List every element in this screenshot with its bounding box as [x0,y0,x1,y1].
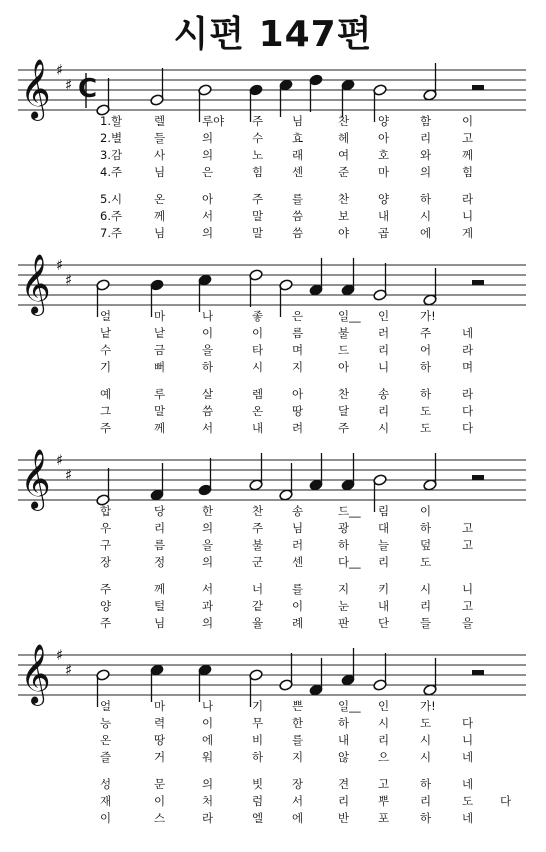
lyric-syllable: 리 [378,733,390,747]
lyric-syllable: 하 [252,750,264,764]
lyric-syllable: 님 [154,165,166,179]
lyric-syllable: 주 [252,114,264,128]
lyric-syllable: 렘 [252,387,264,401]
lyric-syllable: 고 [462,131,474,145]
lyric-syllable: 보 [338,209,350,223]
lyric-syllable: 께 [462,148,474,162]
lyric-syllable: 서 [292,794,304,808]
lyric-syllable: 리 [420,599,432,613]
lyric-syllable: 불 [252,538,264,552]
sharp-sign-f: ♯ [56,646,64,664]
lyric-syllable: 도 [462,794,474,808]
lyric-syllable: 주 [100,582,112,596]
lyric-syllable: 와 [420,148,432,162]
lyric-syllable: 당 [154,504,166,518]
lyric-syllable: 의 [202,521,214,535]
treble-clef: 𝄞 [20,59,51,119]
lyric-syllable: 말 [154,404,166,418]
lyric-syllable: 니 [462,209,474,223]
lyric-syllable: 비 [252,733,264,747]
lyric-syllable: 를 [292,733,304,747]
lyric-syllable: 시 [378,421,390,435]
lyric-syllable: 서 [202,209,214,223]
lyric-syllable: 씀 [292,209,304,223]
page-title: 시편 147편 [173,14,373,55]
lyric-syllable: 주 [420,326,432,340]
lyric-syllable: 얼 [100,309,112,323]
lyric-syllable: 않 [338,750,350,764]
lyric-syllable: 리 [338,794,350,808]
lyric-syllable: 덮 [420,538,432,552]
lyric-syllable: 주 [252,521,264,535]
lyric-syllable: 며 [292,343,304,357]
lyric-syllable: 를 [292,192,304,206]
lyric-syllable: 마 [378,165,390,179]
lyric-syllable: 빗 [252,777,264,791]
lyric-syllable: 고 [378,777,390,791]
lyric-syllable: 네 [462,811,474,825]
lyric-syllable: 주 [252,192,264,206]
lyric-syllable: 름 [154,538,166,552]
lyric-syllable: 리 [378,404,390,418]
lyric-syllable: 하 [202,360,214,374]
lyric-syllable: 6.주 [100,209,123,223]
lyric-syllable: 효 [292,131,304,145]
lyric-syllable: 즐 [100,750,112,764]
lyric-syllable: 호 [378,148,390,162]
lyric-syllable: 도 [420,421,432,435]
lyric-syllable: 수 [100,343,112,357]
lyric-syllable: 금 [154,343,166,357]
lyric-syllable: 찬 [338,192,350,206]
lyric-syllable: 곱 [378,226,390,240]
lyric-syllable: 이 [292,599,304,613]
lyric-syllable: 례 [292,616,304,630]
lyric-syllable: 뻐 [154,360,166,374]
lyric-syllable: 아 [292,387,304,401]
lyric-syllable: 고 [462,521,474,535]
lyric-syllable: 센 [292,555,304,569]
lyric-syllable: 도 [420,716,432,730]
lyric-syllable: 마 [154,309,166,323]
lyric-syllable: 에 [202,733,214,747]
lyric-syllable: 의 [202,148,214,162]
lyric-syllable: 니 [378,360,390,374]
lyric-syllable: 님 [292,521,304,535]
lyric-syllable: 다 [500,794,512,808]
lyric-syllable: 같 [252,599,264,613]
lyric-syllable: 하 [420,192,432,206]
lyric-syllable: 을 [202,538,214,552]
half-rest [472,475,484,480]
lyric-syllable: 래 [292,148,304,162]
lyric-syllable: 땅 [292,404,304,418]
lyric-syllable: 일__ [338,699,361,713]
lyric-syllable: 의 [420,165,432,179]
lyric-syllable: 이 [202,326,214,340]
lyric-syllable: 은 [292,309,304,323]
lyric-syllable: 마 [154,699,166,713]
lyric-syllable: 노 [252,148,264,162]
lyric-syllable: 타 [252,343,264,357]
lyric-syllable: 견 [338,777,350,791]
lyric-syllable: 내 [378,209,390,223]
lyric-syllable: 힘 [252,165,264,179]
lyric-syllable: 수 [252,131,264,145]
lyric-syllable: 에 [420,226,432,240]
lyric-syllable: 하 [338,538,350,552]
lyric-syllable: 기 [100,360,112,374]
lyric-syllable: 을 [462,616,474,630]
lyric-syllable: 그 [100,404,112,418]
lyric-syllable: 판 [338,616,350,630]
lyric-syllable: 워 [202,750,214,764]
lyric-syllable: 반 [338,811,350,825]
lyric-syllable: 문 [154,777,166,791]
treble-clef: 𝄞 [20,254,51,314]
lyric-syllable: 의 [202,777,214,791]
sharp-sign-c: ♯ [65,466,73,484]
lyric-syllable: 들 [154,131,166,145]
lyric-syllable: 낱 [154,326,166,340]
lyric-syllable: 성 [100,777,112,791]
lyric-syllable: 1.할 [100,114,123,128]
lyric-syllable: 엘 [252,811,264,825]
lyric-syllable: 양 [378,114,390,128]
lyric-syllable: 하 [420,360,432,374]
lyric-syllable: 의 [202,616,214,630]
lyric-syllable: 구 [100,538,112,552]
lyric-syllable: 야 [338,226,350,240]
lyric-syllable: 의 [202,555,214,569]
lyric-syllable: 7.주 [100,226,123,240]
lyric-syllable: 도 [420,404,432,418]
lyric-syllable: 송 [378,387,390,401]
lyric-syllable: 낱 [100,326,112,340]
lyric-syllable: 힘 [462,165,474,179]
lyric-syllable: 다__ [338,555,361,569]
lyric-syllable: 지 [292,750,304,764]
lyric-syllable: 5.시 [100,192,123,206]
lyric-syllable: 포 [378,811,390,825]
lyric-syllable: 드 [338,343,350,357]
lyric-syllable: 아 [378,131,390,145]
lyric-syllable: 우 [100,521,112,535]
lyric-syllable: 들 [420,616,432,630]
lyric-syllable: 러 [378,326,390,340]
lyric-syllable: 께 [154,209,166,223]
lyric-syllable: 렐 [154,114,166,128]
lyric-syllable: 게 [462,226,474,240]
lyric-syllable: 찬 [252,504,264,518]
lyric-syllable: 가! [420,309,436,323]
time-signature: C [78,74,98,104]
lyric-syllable: 이 [252,326,264,340]
sharp-sign-c: ♯ [65,661,73,679]
lyric-syllable: 나 [202,699,214,713]
lyric-syllable: 루 [154,387,166,401]
lyric-syllable: 러 [292,538,304,552]
lyric-syllable: 이 [202,716,214,730]
lyric-syllable: 쁜 [292,699,304,713]
lyric-syllable: 찬 [338,387,350,401]
lyric-syllable: 눈 [338,599,350,613]
lyric-syllable: 하 [420,521,432,535]
lyric-syllable: 은 [202,165,214,179]
lyric-syllable: 나 [202,309,214,323]
treble-clef: 𝄞 [20,449,51,509]
lyric-syllable: 께 [154,421,166,435]
lyric-syllable: 온 [100,733,112,747]
lyric-syllable: 예 [100,387,112,401]
lyric-syllable: 라 [462,387,474,401]
lyric-syllable: 대 [378,521,390,535]
lyric-syllable: 율 [252,616,264,630]
lyric-syllable: 의 [202,131,214,145]
lyric-syllable: 처 [202,794,214,808]
lyric-syllable: 내 [252,421,264,435]
lyric-syllable: 님 [154,226,166,240]
lyric-syllable: 라 [462,192,474,206]
lyric-syllable: 함 [420,114,432,128]
lyric-syllable: 정 [154,555,166,569]
lyric-syllable: 장 [292,777,304,791]
lyric-syllable: 너 [252,582,264,596]
lyric-syllable: 무 [252,716,264,730]
lyric-syllable: 말 [252,209,264,223]
lyric-syllable: 좋 [252,309,264,323]
lyric-syllable: 어 [420,343,432,357]
lyric-syllable: 시 [252,360,264,374]
lyric-syllable: 능 [100,716,112,730]
lyric-syllable: 씀 [202,404,214,418]
lyric-syllable: 름 [292,326,304,340]
lyric-syllable: 내 [378,599,390,613]
half-rest [472,280,484,285]
lyric-syllable: 스 [154,811,166,825]
lyric-syllable: 일__ [338,309,361,323]
lyric-syllable: 하 [338,716,350,730]
lyric-syllable: 드__ [338,504,361,518]
lyric-syllable: 뿌 [378,794,390,808]
lyric-syllable: 다 [462,421,474,435]
lyric-syllable: 다 [462,716,474,730]
lyric-syllable: 도 [420,555,432,569]
lyric-syllable: 땅 [154,733,166,747]
lyric-syllable: 온 [154,192,166,206]
lyric-syllable: 다 [462,404,474,418]
lyric-syllable: 시 [378,716,390,730]
lyric-syllable: 키 [378,582,390,596]
lyric-syllable: 라 [462,343,474,357]
lyric-syllable: 하 [420,777,432,791]
lyric-syllable: 님 [292,114,304,128]
lyric-syllable: 사 [154,148,166,162]
lyric-syllable: 과 [202,599,214,613]
lyric-syllable: 내 [338,733,350,747]
lyric-syllable: 씀 [292,226,304,240]
sharp-sign-f: ♯ [56,61,64,79]
lyric-syllable: 럼 [252,794,264,808]
lyric-syllable: 니 [462,582,474,596]
lyric-syllable: 재 [100,794,112,808]
lyric-syllable: 인 [378,699,390,713]
lyric-syllable: 께 [154,582,166,596]
lyric-syllable: 지 [338,582,350,596]
half-rest [472,85,484,90]
lyric-syllable: 하 [420,811,432,825]
lyric-syllable: 이 [154,794,166,808]
lyric-syllable: 을 [202,343,214,357]
lyric-syllable: 달 [338,404,350,418]
lyric-syllable: 네 [462,750,474,764]
lyric-syllable: 라 [202,811,214,825]
lyric-syllable: 양 [100,599,112,613]
lyric-syllable: 니 [462,733,474,747]
lyric-syllable: 이 [462,114,474,128]
lyric-syllable: 단 [378,616,390,630]
lyric-syllable: 리 [378,555,390,569]
lyric-syllable: 2.별 [100,131,123,145]
lyric-syllable: 님 [154,616,166,630]
lyric-syllable: 털 [154,599,166,613]
lyric-syllable: 송 [292,504,304,518]
lyric-syllable: 리 [420,794,432,808]
lyric-syllable: 살 [202,387,214,401]
lyric-syllable: 장 [100,555,112,569]
lyric-syllable: 주 [100,421,112,435]
lyric-syllable: 서 [202,582,214,596]
lyric-syllable: 찬 [338,114,350,128]
lyric-syllable: 한 [292,716,304,730]
lyric-syllable: 를 [292,582,304,596]
lyric-syllable: 네 [462,326,474,340]
lyric-syllable: 이 [100,811,112,825]
lyric-syllable: 리 [378,343,390,357]
lyric-syllable: 주 [338,421,350,435]
lyric-syllable: 양 [378,192,390,206]
lyric-syllable: 한 [202,504,214,518]
sharp-sign-f: ♯ [56,256,64,274]
lyric-syllable: 의 [202,226,214,240]
sharp-sign-c: ♯ [65,271,73,289]
lyric-syllable: 늘 [378,538,390,552]
lyric-syllable: 여 [338,148,350,162]
lyric-syllable: 온 [252,404,264,418]
lyric-syllable: 리 [420,131,432,145]
sharp-sign-f: ♯ [56,451,64,469]
lyric-syllable: 아 [202,192,214,206]
lyric-syllable: 시 [420,733,432,747]
lyric-syllable: 인 [378,309,390,323]
lyric-syllable: 력 [154,716,166,730]
lyric-syllable: 으 [378,750,390,764]
lyric-syllable: 이 [420,504,432,518]
lyric-syllable: 3.감 [100,148,123,162]
lyric-syllable: 아 [338,360,350,374]
lyric-syllable: 지 [292,360,304,374]
half-rest [472,670,484,675]
sharp-sign-c: ♯ [65,76,73,94]
lyric-syllable: 헤 [338,131,350,145]
lyric-syllable: 시 [420,582,432,596]
lyric-syllable: 가! [420,699,436,713]
lyric-syllable: 며 [462,360,474,374]
lyric-syllable: 합 [100,504,112,518]
treble-clef: 𝄞 [20,644,51,704]
lyric-syllable: 려 [292,421,304,435]
lyric-syllable: 서 [202,421,214,435]
lyric-syllable: 군 [252,555,264,569]
lyric-syllable: 얼 [100,699,112,713]
lyric-syllable: 네 [462,777,474,791]
lyric-syllable: 주 [100,616,112,630]
lyric-syllable: 림 [378,504,390,518]
lyric-syllable: 리 [154,521,166,535]
lyric-syllable: 4.주 [100,165,123,179]
lyric-syllable: 불 [338,326,350,340]
lyric-syllable: 센 [292,165,304,179]
lyric-syllable: 고 [462,538,474,552]
lyric-syllable: 광 [338,521,350,535]
lyric-syllable: 거 [154,750,166,764]
lyric-syllable: 말 [252,226,264,240]
lyric-syllable: 루야 [202,114,225,128]
lyric-syllable: 준 [338,165,350,179]
lyric-syllable: 에 [292,811,304,825]
lyric-syllable: 기 [252,699,264,713]
lyric-syllable: 고 [462,599,474,613]
lyric-syllable: 하 [420,387,432,401]
lyric-syllable: 시 [420,209,432,223]
lyric-syllable: 시 [420,750,432,764]
